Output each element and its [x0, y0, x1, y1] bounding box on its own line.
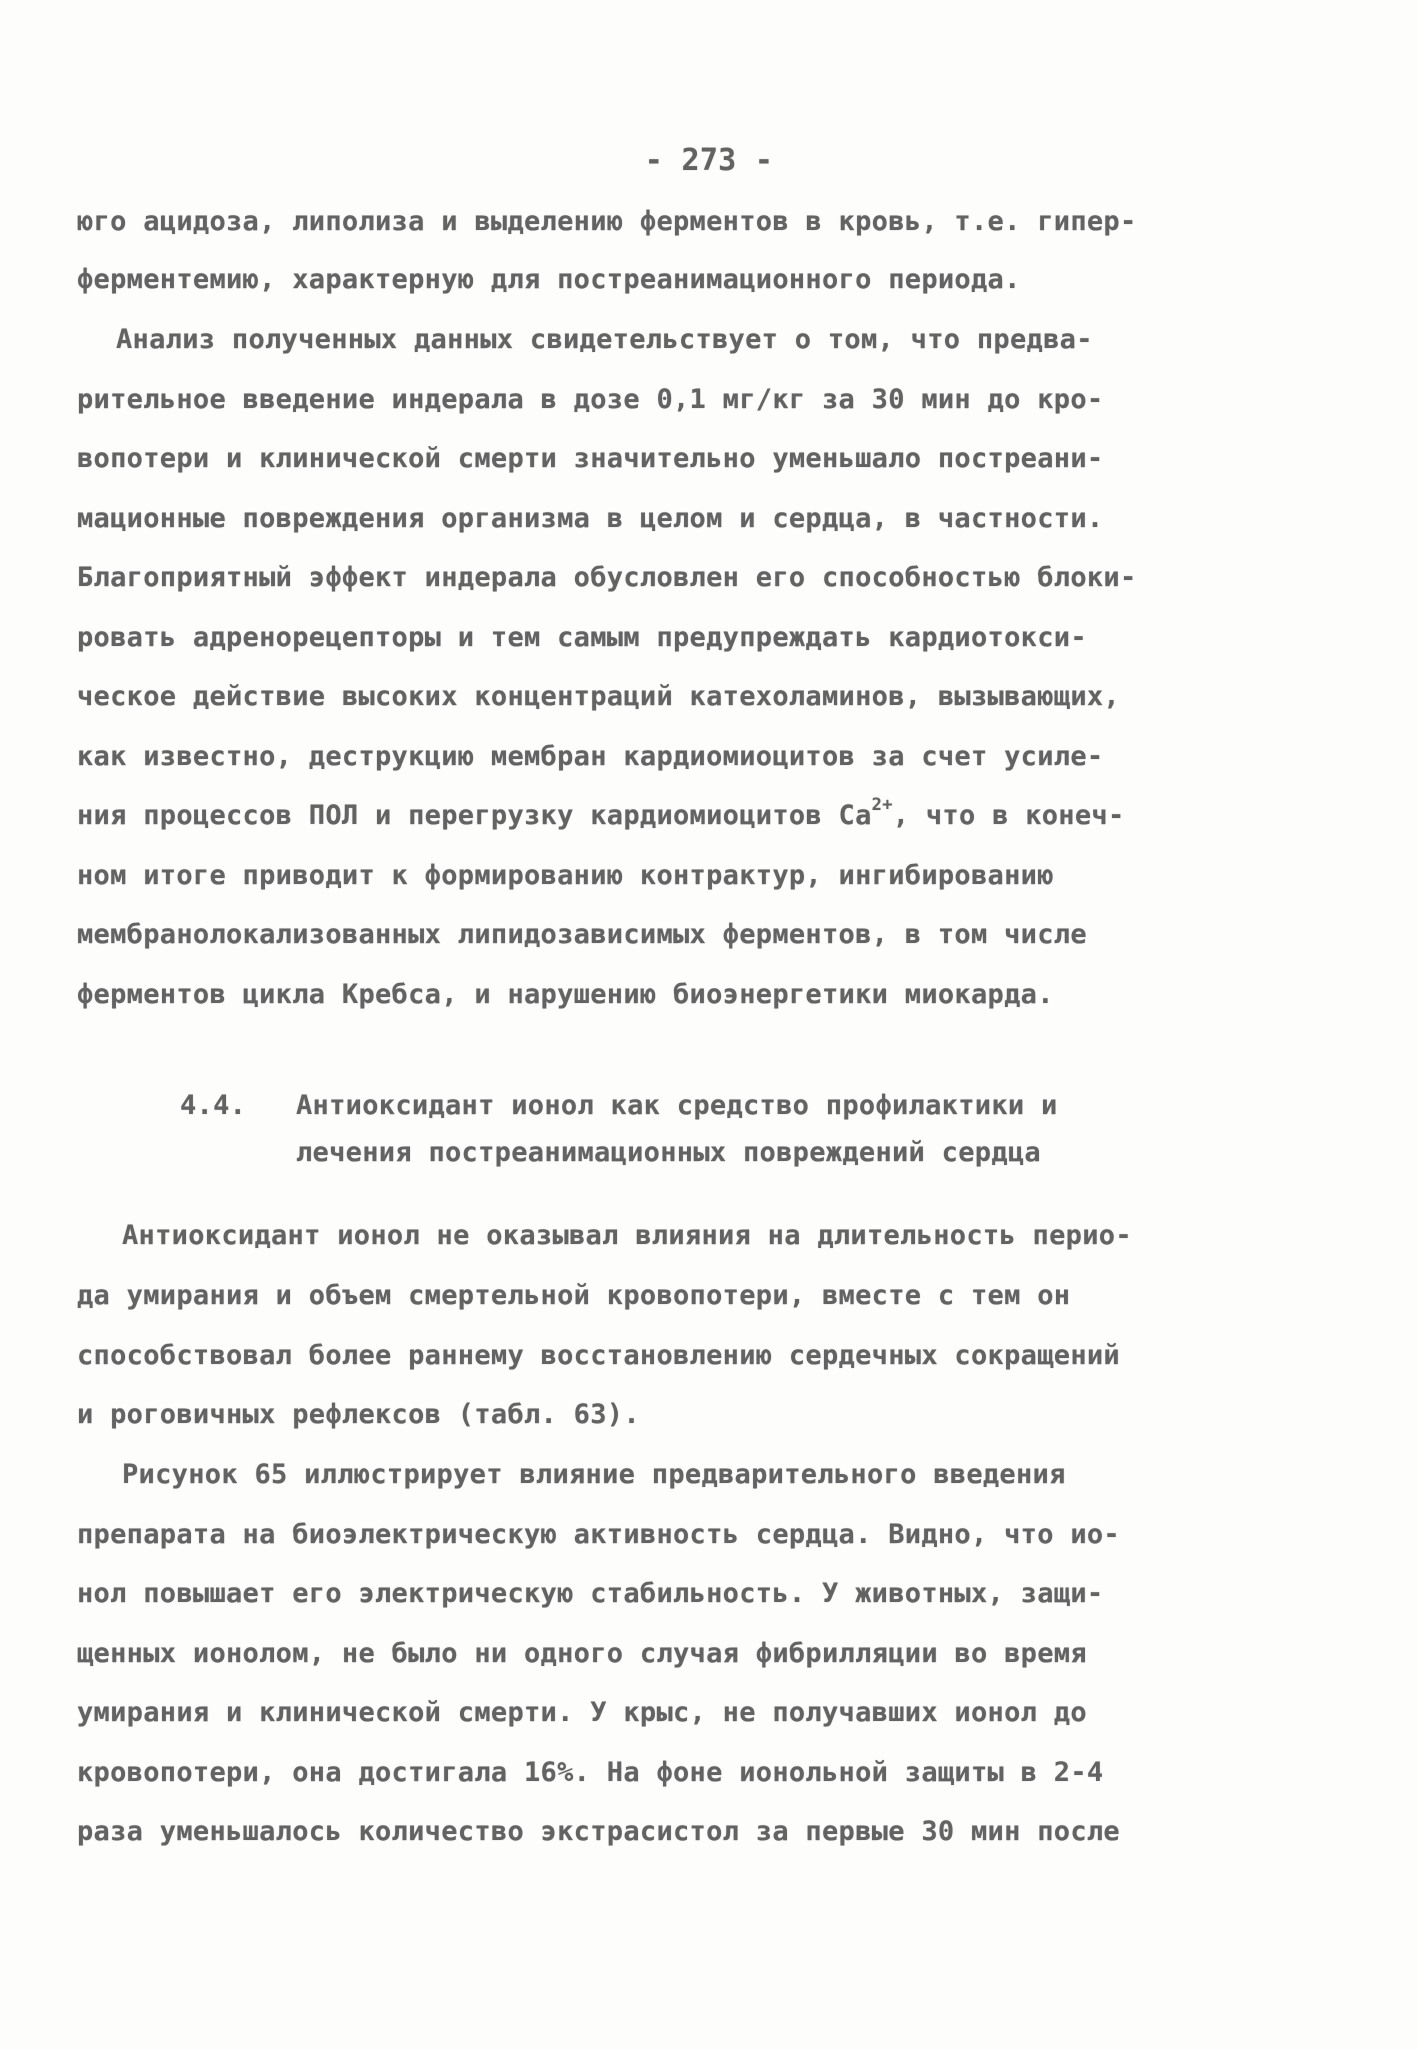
text-line: способствовал более раннему восстановлению сердечных сокращений	[77, 1340, 1120, 1371]
section-title-line: Антиоксидант ионол как средство профилактики и	[296, 1090, 1058, 1121]
text-line: Благоприятный эффект индерала обусловлен его способностью блоки-	[77, 562, 1137, 593]
text-line: раза уменьшалось количество экстрасистол за первые 30 мин после	[77, 1816, 1120, 1847]
text-line: вопотери и клинической смерти значительно уменьшало постреани-	[77, 443, 1104, 474]
text-line: Антиоксидант ионол не оказывал влияния на длительность перио-	[122, 1220, 1132, 1251]
text-line: мационные повреждения организма в целом и сердца, в частности.	[77, 503, 1104, 534]
text-line: как известно, деструкцию мембран кардиомиоцитов за счет усиле-	[77, 741, 1104, 772]
text-line: кровопотери, она достигала 16%. На фоне ионольной защиты в 2-4	[77, 1757, 1104, 1788]
text-line: щенных ионолом, не было ни одного случая фибрилляции во время	[77, 1638, 1087, 1669]
text-line: ном итоге приводит к формированию контрактур, ингибированию	[77, 860, 1054, 891]
text-line: ферментемию, характерную для постреанимационного периода.	[77, 264, 1021, 295]
text-line: препарата на биоэлектрическую активность сердца. Видно, что ио-	[77, 1519, 1120, 1550]
text-line: умирания и клинической смерти. У крыс, не получавших ионол до	[77, 1697, 1087, 1728]
text-line: ферментов цикла Кребса, и нарушению биоэнергетики миокарда.	[77, 979, 1054, 1010]
text-line: Анализ полученных данных свидетельствует о том, что предва-	[116, 324, 1093, 355]
section-number: 4.4.	[180, 1090, 247, 1121]
text-line: Рисунок 65 иллюстрирует влияние предварительного введения	[122, 1459, 1066, 1490]
text-line: да умирания и объем смертельной кровопотери, вместе с тем он	[77, 1280, 1071, 1311]
text-line-tail: , что в конеч-	[892, 800, 1125, 831]
text-line: мембранолокализованных липидозависимых ферментов, в том числе	[77, 919, 1087, 950]
text-line: юго ацидоза, липолиза и выделению ферментов в кровь, т.е. гипер-	[77, 206, 1137, 237]
text-line: ческое действие высоких концентраций катехоламинов, вызывающих,	[77, 681, 1120, 712]
page-number: - 273 -	[644, 143, 774, 178]
text-line: и роговичных рефлексов (табл. 63).	[77, 1399, 640, 1430]
text-line-with-ion	[77, 795, 1125, 831]
text-line: ровать адренорецепторы и тем самым предупреждать кардиотокси-	[77, 622, 1087, 653]
text-line: рительное введение индерала в дозе 0,1 мг/кг за 30 мин до кро-	[77, 384, 1104, 415]
text-line: ния процессов ПОЛ и перегрузку кардиомиоцитов Ca	[77, 800, 872, 831]
section-title-line: лечения постреанимационных повреждений сердца	[296, 1137, 1041, 1168]
text-line: нол повышает его электрическую стабильность. У животных, защи-	[77, 1578, 1104, 1609]
ion-superscript: 2+	[871, 795, 893, 815]
